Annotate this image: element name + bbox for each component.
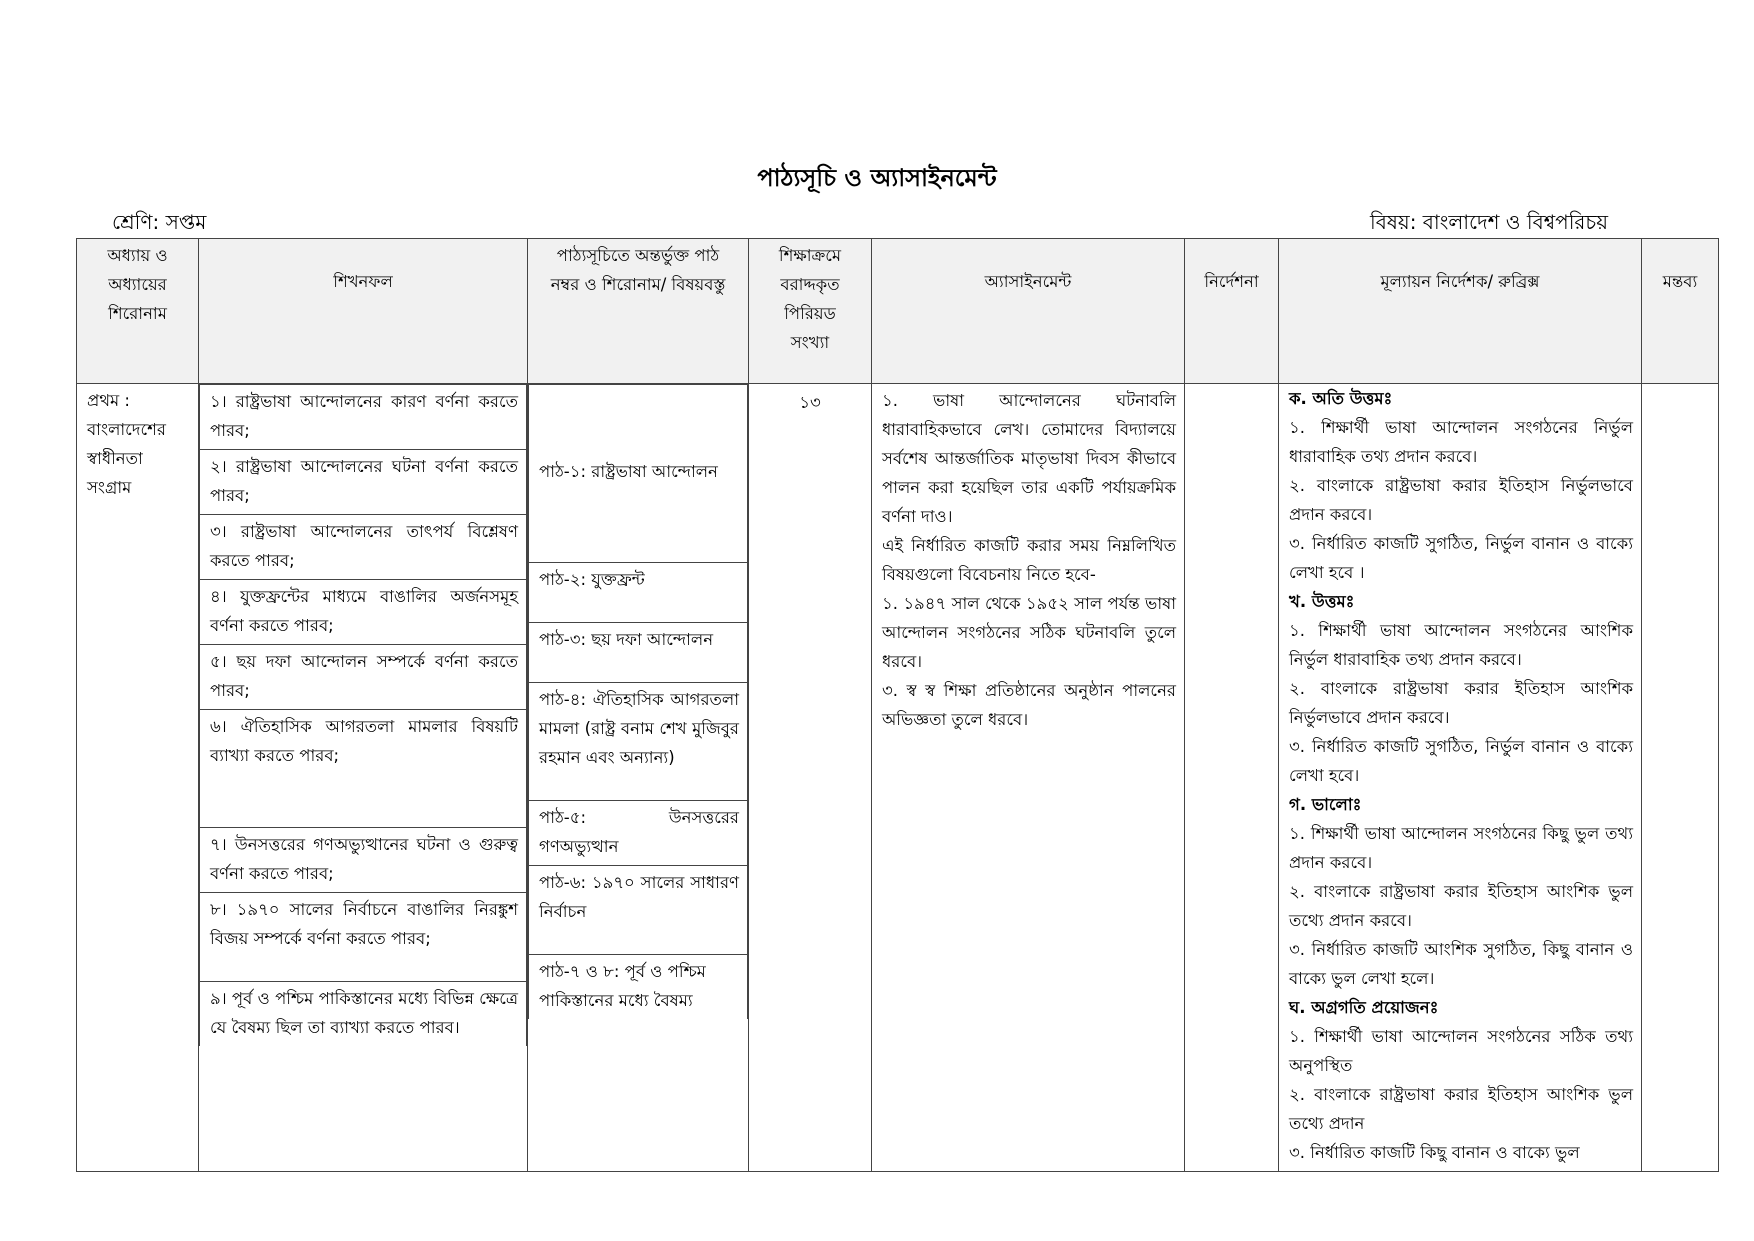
rubric-heading: খ. উত্তমঃ [1289, 592, 1355, 611]
header-outcome: শিখনফল [199, 239, 528, 384]
outcome-item: ৭। উনসত্তরের গণঅভ্যুত্থানের ঘটনা ও গুরুত্ব বর্ণনা করতে পারব; [210, 835, 518, 883]
period-cell [749, 384, 872, 1172]
syllabus-table [76, 238, 1719, 1172]
chapter-title: প্রথম : বাংলাদেশের স্বাধীনতা সংগ্রাম [87, 391, 166, 497]
body-row [77, 384, 1719, 1172]
outcome-item: ৪। যুক্তফ্রন্টের মাধ্যমে বাঙালির অর্জনসমূহ বর্ণনা করতে পারব; [210, 587, 518, 635]
lessons-list [528, 384, 748, 1019]
lesson-item: পাঠ-১: রাষ্ট্রভাষা আন্দোলন [539, 462, 718, 481]
outcome-item: ৬। ঐতিহাসিক আগরতলা মামলার বিষয়টি ব্যাখ্যা করতে পারব; [210, 717, 518, 765]
lessons-cell [528, 384, 749, 1172]
header-remarks: মন্তব্য [1642, 239, 1719, 384]
outcome-item: ৫। ছয় দফা আন্দোলন সম্পর্কে বর্ণনা করতে পারব; [210, 652, 518, 700]
header-row [77, 239, 1719, 384]
assignment-cell [872, 384, 1185, 1172]
outcome-item: ২। রাষ্ট্রভাষা আন্দোলনের ঘটনা বর্ণনা করতে পারব; [210, 457, 518, 505]
header-chapter: অধ্যায় ও অধ্যায়ের শিরোনাম [77, 239, 199, 384]
outcomes-cell [199, 384, 528, 1172]
subject-label: বিষয়: বাংলাদেশ ও বিশ্বপরিচয় [1370, 210, 1608, 234]
outcome-item: ৩। রাষ্ট্রভাষা আন্দোলনের তাৎপর্য বিশ্লেষণ করতে পারব; [210, 522, 518, 570]
lesson-item: পাঠ-৩: ছয় দফা আন্দোলন [539, 630, 714, 649]
header-rubric: মূল্যায়ন নির্দেশক/ রুব্রিক্স [1279, 239, 1642, 384]
rubric-item: ৩. নির্ধারিত কাজটি আংশিক সুগঠিত, কিছু বানান ও বাক্যে ভুল লেখা হলে। [1289, 940, 1633, 988]
lesson-item: পাঠ-৪: ঐতিহাসিক আগরতলা মামলা (রাষ্ট্র বনাম শেখ মুজিবুর রহমান এবং অন্যান্য) [539, 690, 739, 767]
outcome-item: ৯। পূর্ব ও পশ্চিম পাকিস্তানের মধ্যে বিভিন্ন ক্ষেত্রে যে বৈষম্য ছিল তা ব্যাখ্যা করতে পারব। [210, 989, 518, 1037]
outcome-item: ১। রাষ্ট্রভাষা আন্দোলনের কারণ বর্ণনা করতে পারব; [210, 392, 518, 440]
rubric-heading: গ. ভালোঃ [1289, 795, 1362, 814]
rubric-item: ১. শিক্ষার্থী ভাষা আন্দোলন সংগঠনের কিছু ভুল তথ্য প্রদান করবে। [1289, 824, 1633, 872]
rubric-heading: ঘ. অগ্রগতি প্রয়োজনঃ [1289, 998, 1439, 1017]
page-title: পাঠ্যসূচি ও অ্যাসাইনমেন্ট [757, 164, 997, 192]
direction-cell [1185, 384, 1279, 1172]
rubric-item: ৩. নির্ধারিত কাজটি সুগঠিত, নির্ভুল বানান ও বাক্যে লেখা হবে। [1289, 737, 1633, 785]
assignment-point: ৩. স্ব স্ব শিক্ষা প্রতিষ্ঠানের অনুষ্ঠান পালনের অভিজ্ঞতা তুলে ধরবে। [882, 681, 1176, 729]
lesson-item: পাঠ-২: যুক্তফ্রন্ট [539, 570, 645, 589]
period-count: ১৩ [799, 393, 821, 412]
outcomes-list [199, 384, 527, 1046]
rubric-item: ২. বাংলাকে রাষ্ট্রভাষা করার ইতিহাস আংশিক ভুল তথ্যে প্রদান করবে। [1289, 882, 1633, 930]
header-lesson: পাঠ্যসূচিতে অন্তর্ভুক্ত পাঠ নম্বর ও শিরোনাম/ বিষয়বস্তু [528, 239, 749, 384]
assignment-task: ১. ভাষা আন্দোলনের ঘটনাবলি ধারাবাহিকভাবে লেখ। তোমাদের বিদ্যালয়ে সর্বশেষ আন্তর্জাতিক মাতৃভাষা দিবস কীভাবে পালন করা হয়েছিল তার একটি পর্যায়ক্রমিক বর্ণনা দাও। [882, 391, 1176, 526]
lesson-item: পাঠ-৬: ১৯৭০ সালের সাধারণ নির্বাচন [539, 873, 739, 921]
rubric-item: ২. বাংলাকে রাষ্ট্রভাষা করার ইতিহাস নির্ভুলভাবে প্রদান করবে। [1289, 476, 1633, 524]
rubric-item: ২. বাংলাকে রাষ্ট্রভাষা করার ইতিহাস আংশিক ভুল তথ্যে প্রদান [1289, 1085, 1633, 1133]
chapter-cell [77, 384, 199, 1172]
rubric-block [1279, 384, 1641, 1171]
lesson-item: পাঠ-৫: উনসত্তরের গণঅভ্যুত্থান [539, 808, 739, 856]
remarks-cell [1642, 384, 1719, 1172]
rubric-item: ১. শিক্ষার্থী ভাষা আন্দোলন সংগঠনের আংশিক নির্ভুল ধারাবাহিক তথ্য প্রদান করবে। [1289, 621, 1633, 669]
header-direction: নির্দেশনা [1185, 239, 1279, 384]
header-period: শিক্ষাক্রমে বরাদ্দকৃত পিরিয়ড সংখ্যা [749, 239, 872, 384]
class-label: শ্রেণি: সপ্তম [112, 210, 207, 234]
lesson-item: পাঠ-৭ ও ৮: পূর্ব ও পশ্চিম পাকিস্তানের মধ্যে বৈষম্য [539, 962, 706, 1010]
rubric-item: ৩. নির্ধারিত কাজটি সুগঠিত, নির্ভুল বানান ও বাক্যে লেখা হবে । [1289, 534, 1633, 582]
rubric-heading: ক. অতি উত্তমঃ [1289, 389, 1393, 408]
rubric-item: ১. শিক্ষার্থী ভাষা আন্দোলন সংগঠনের নির্ভুল ধারাবাহিক তথ্য প্রদান করবে। [1289, 418, 1633, 466]
outcome-item: ৮। ১৯৭০ সালের নির্বাচনে বাঙালির নিরঙ্কুশ বিজয় সম্পর্কে বর্ণনা করতে পারব; [210, 900, 518, 948]
assignment-point: ১. ১৯৪৭ সাল থেকে ১৯৫২ সাল পর্যন্ত ভাষা আন্দোলন সংগঠনের সঠিক ঘটনাবলি তুলে ধরবে। [882, 594, 1176, 671]
header-assignment: অ্যাসাইনমেন্ট [872, 239, 1185, 384]
assignment-intro: এই নির্ধারিত কাজটি করার সময় নিম্নলিখিত বিষয়গুলো বিবেচনায় নিতে হবে- [882, 536, 1176, 584]
rubric-item: ২. বাংলাকে রাষ্ট্রভাষা করার ইতিহাস আংশিক নির্ভুলভাবে প্রদান করবে। [1289, 679, 1633, 727]
rubric-cell [1279, 384, 1642, 1172]
rubric-item: ১. শিক্ষার্থী ভাষা আন্দোলন সংগঠনের সঠিক তথ্য অনুপস্থিত [1289, 1027, 1633, 1075]
rubric-item: ৩. নির্ধারিত কাজটি কিছু বানান ও বাক্যে ভুল [1289, 1143, 1580, 1162]
